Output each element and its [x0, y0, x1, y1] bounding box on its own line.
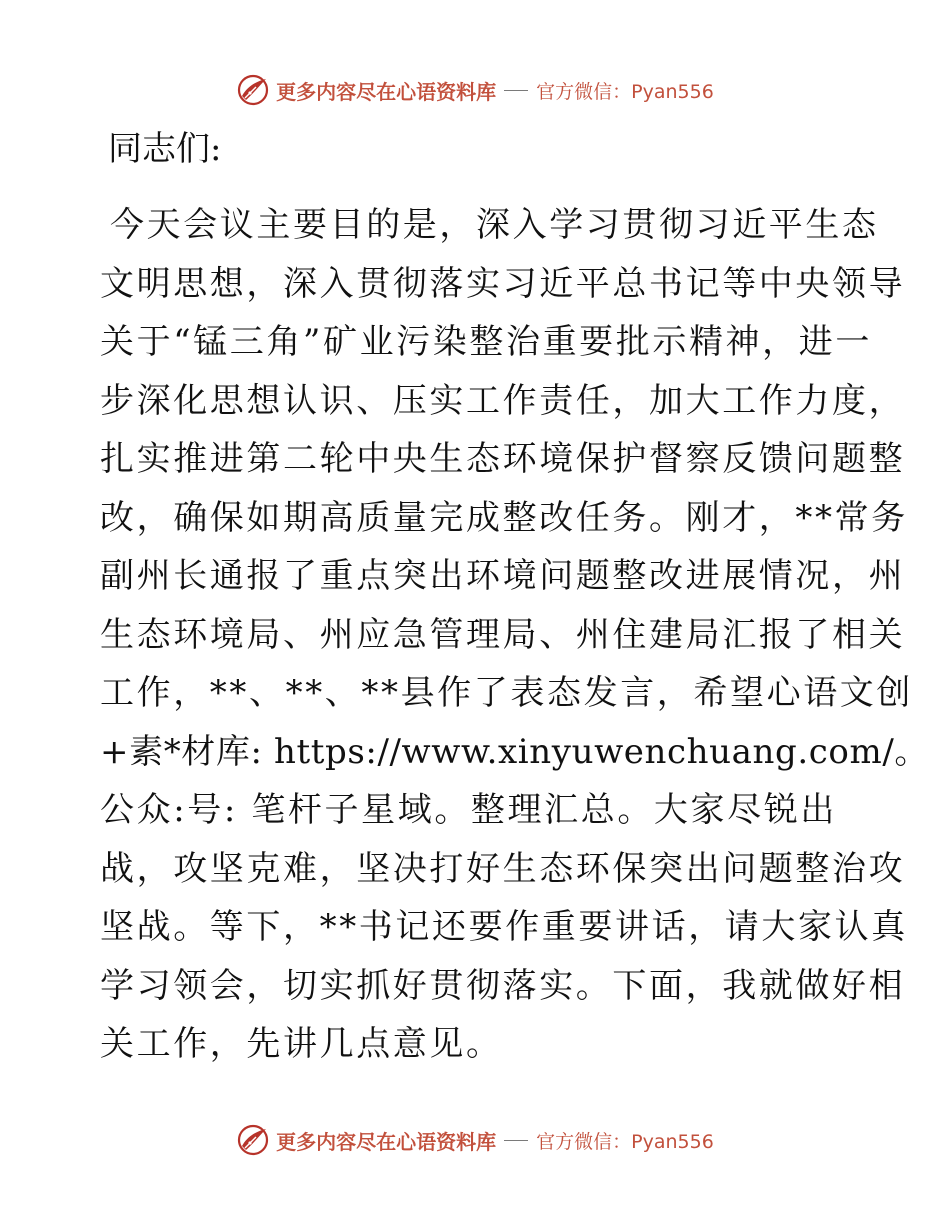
- body-line: 坚战。等下，**书记还要作重要讲话，请大家认真: [100, 907, 908, 947]
- pen-nib-logo-icon: [236, 1123, 270, 1157]
- footer-watermark-banner: [0, 1120, 950, 1160]
- header-watermark-banner: [0, 70, 950, 110]
- body-line: 关于“锰三角”矿业污染整治重要批示精神，进一: [100, 322, 872, 362]
- body-line: 生态环境局、州应急管理局、州住建局汇报了相关: [100, 614, 906, 655]
- body-line: 改，确保如期高质量完成整改任务。刚才，**常务: [100, 497, 908, 538]
- body-line: 学习领会，切实抓好贯彻落实。下面，我就做好相: [100, 965, 906, 1006]
- body-line: 公众:号: 笔杆子星域。整理汇总。大家尽锐出: [100, 790, 837, 830]
- body-line-url: +素*材库: https://www.xinyuwenchuang.com/。: [100, 731, 929, 772]
- body-line: 副州长通报了重点突出环境问题整改进展情况，州: [100, 556, 906, 596]
- header-brand-text: 更多内容尽在心语资料库: [276, 79, 497, 104]
- speech-body: [100, 196, 929, 1074]
- footer-brand-text: 更多内容尽在心语资料库: [276, 1129, 497, 1154]
- body-line: 今天会议主要目的是，深入学习贯彻习近平生态: [110, 205, 879, 245]
- footer-contact-text: 官方微信：Pyan556: [536, 1130, 714, 1153]
- footer-dash-divider: [504, 1140, 528, 1141]
- body-line: 工作，**、**、**县作了表态发言，希望心语文创: [100, 673, 913, 713]
- header-dash-divider: [504, 90, 528, 91]
- body-line: 扎实推进第二轮中央生态环境保护督察反馈问题整: [100, 439, 906, 479]
- header-contact-text: 官方微信：Pyan556: [536, 80, 714, 103]
- body-line: 关工作，先讲几点意见。: [100, 1024, 503, 1064]
- greeting-heading: 同志们:: [108, 129, 222, 169]
- body-line: 步深化思想认识、压实工作责任，加大工作力度，: [100, 380, 906, 421]
- body-line: 战，攻坚克难，坚决打好生态环保突出问题整治攻: [100, 848, 906, 889]
- body-line: 文明思想，深入贯彻落实习近平总书记等中央领导: [100, 263, 906, 304]
- pen-nib-logo-icon: [236, 73, 270, 107]
